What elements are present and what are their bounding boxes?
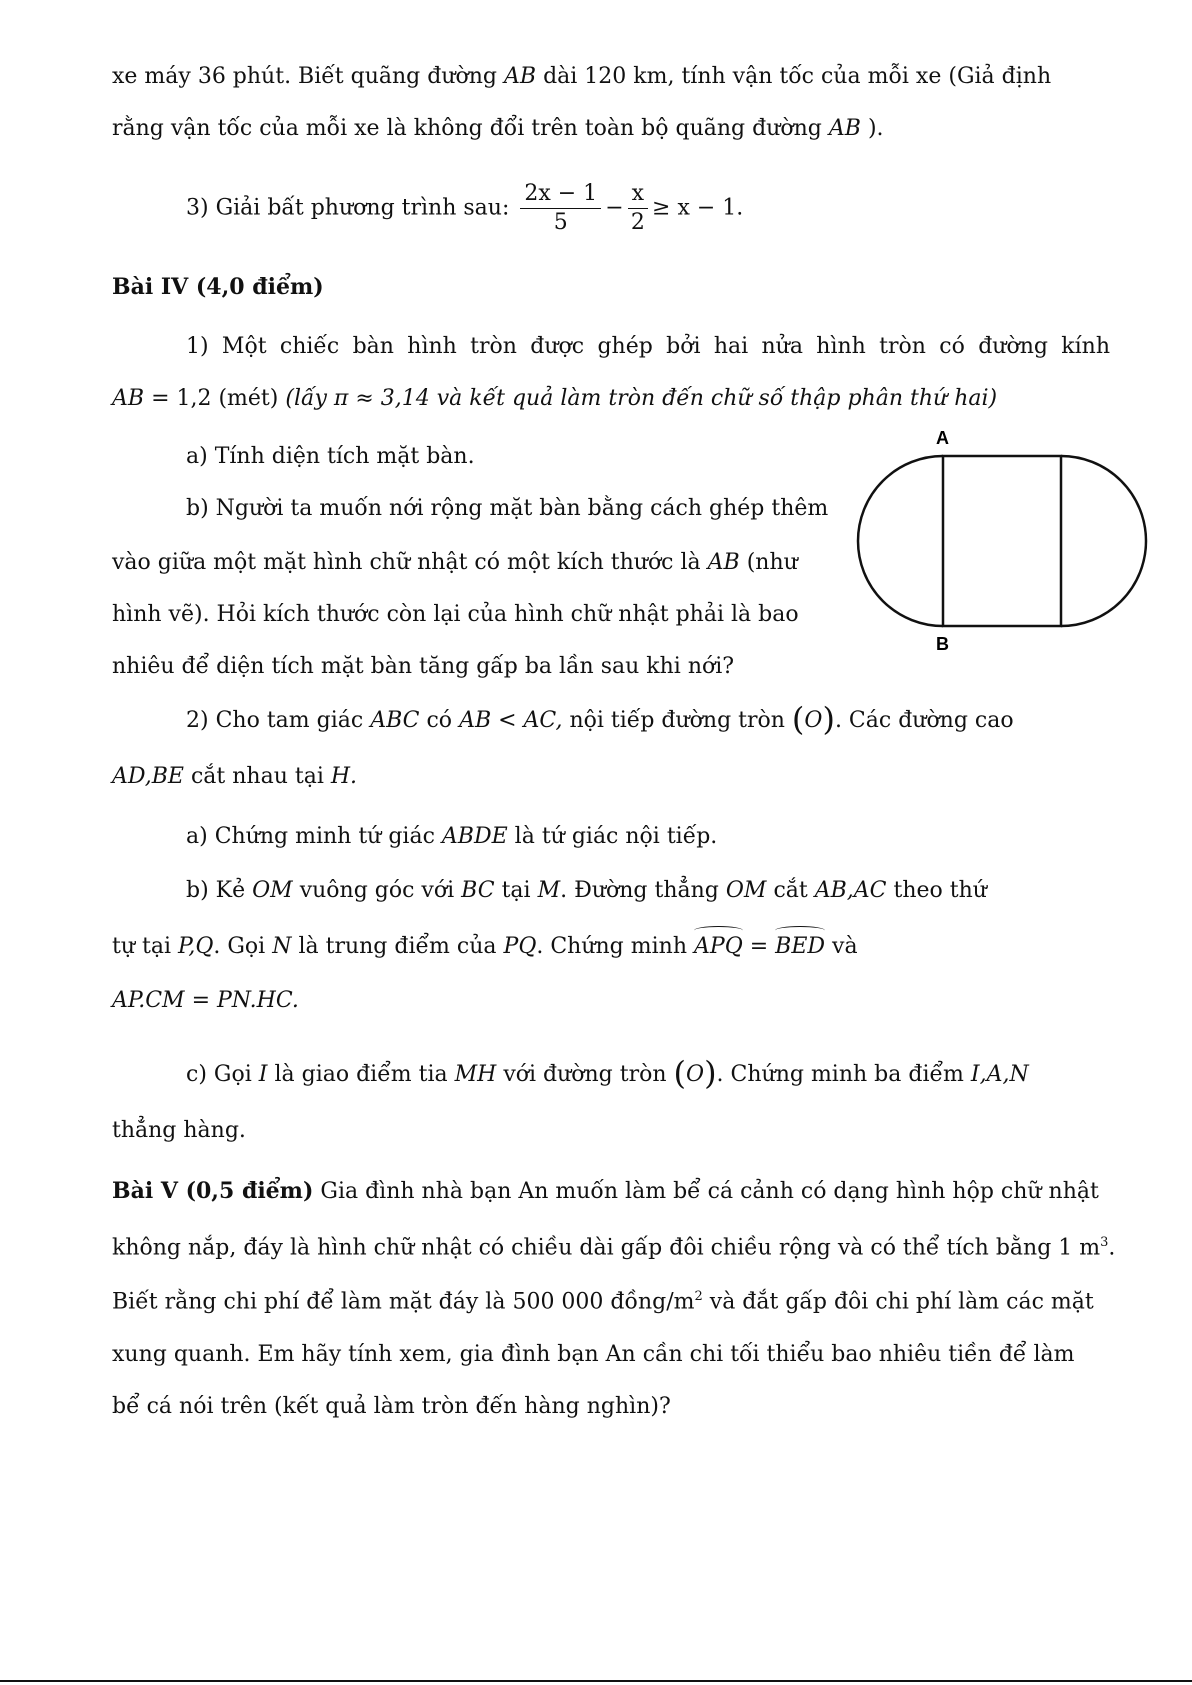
page-bottom-rule (0, 1680, 1192, 1682)
text-segment: với đường tròn (503, 1062, 667, 1087)
text-segment: là trung điểm của (298, 934, 497, 959)
text-line (186, 494, 828, 524)
text-segment: 3) Giải bất phương trình sau: (186, 195, 510, 221)
text-segment: b) Người ta muốn nới rộng mặt bàn bằng cách ghép thêm (186, 496, 829, 521)
math-ab-ac: AB,AC (814, 878, 887, 903)
text-segment: theo thứ (893, 878, 987, 903)
denominator: 2 (630, 210, 645, 235)
text-segment: có (426, 708, 453, 733)
fraction (520, 180, 601, 237)
superscript: 2 (694, 1289, 703, 1304)
text-segment: ≥ x − 1. (652, 195, 744, 221)
text-segment: (lấy π ≈ 3,14 và kết quả làm tròn đến chữ số thập phân thứ hai) (285, 386, 998, 411)
text-line (112, 986, 299, 1016)
math-pq: PQ (503, 934, 537, 959)
fraction (628, 180, 648, 237)
math-abc: ABC (370, 708, 420, 733)
paren-open: ( (673, 1054, 687, 1092)
math-abde: ABDE (441, 824, 508, 849)
left-semicircle (858, 456, 943, 626)
text-segment: cắt (773, 878, 808, 903)
text-segment: không nắp, đáy là hình chữ nhật có chiều dài gấp đôi chiều rộng và có thể tích bằng 1 m (112, 1235, 1101, 1261)
label-a: A (936, 428, 949, 448)
text-segment: . (1108, 1235, 1116, 1261)
text-segment: là tứ giác nội tiếp. (514, 824, 718, 849)
arc-bed: BED (775, 932, 825, 962)
text-line (186, 700, 1014, 738)
section-heading-bai-iv (112, 272, 324, 303)
math-mh: MH (454, 1062, 497, 1087)
math-equation: AP.CM = PN.HC. (112, 988, 299, 1013)
text-line (112, 114, 884, 144)
text-line (112, 1116, 246, 1146)
text-segment: là giao điểm tia (274, 1062, 448, 1087)
text-line (112, 652, 734, 682)
text-line (186, 332, 1110, 362)
math-ab: AB (828, 116, 861, 141)
text-segment: thẳng hàng. (112, 1118, 246, 1143)
text-line (186, 442, 475, 472)
text-segment: a) Chứng minh tứ giác (186, 824, 435, 849)
text-segment: b) Kẻ (186, 878, 246, 903)
math-ab: AB (112, 386, 145, 411)
text-segment: nhiêu để diện tích mặt bàn tăng gấp ba lần sau khi nới? (112, 654, 735, 679)
text-line (112, 600, 799, 630)
rectangle-insert (943, 456, 1061, 626)
numerator: 2x − 1 (520, 180, 601, 209)
text-segment: . Đường thẳng (560, 878, 719, 903)
text-segment: Gia đình nhà bạn An muốn làm bể cá cảnh có dạng hình hộp chữ nhật (320, 1179, 1099, 1204)
text-line (112, 932, 858, 962)
text-line (112, 384, 997, 414)
text-line (112, 1340, 1074, 1370)
math-ab: AB (707, 550, 740, 575)
math-ad-be: AD,BE (112, 764, 184, 789)
text-segment: tại (501, 878, 531, 903)
text-segment: c) Gọi (186, 1062, 252, 1087)
text-line (112, 548, 798, 578)
text-segment: tự tại (112, 934, 171, 959)
math-i-a-n: I,A,N (970, 1062, 1029, 1087)
text-segment: hình vẽ). Hỏi kích thước còn lại của hình chữ nhật phải là bao (112, 602, 799, 627)
text-segment: và (832, 934, 858, 959)
right-semicircle (1061, 456, 1146, 626)
arc-apq: APQ (694, 932, 743, 962)
math-o: O (686, 1062, 705, 1087)
text-segment: xe máy 36 phút. Biết quãng đường (112, 64, 497, 89)
text-segment: . Chứng minh ba điểm (716, 1062, 964, 1087)
text-segment: Biết rằng chi phí để làm mặt đáy là 500 000 đồng/m (112, 1289, 695, 1315)
text-line (112, 1282, 1094, 1317)
text-segment: 1) Một chiếc bàn hình tròn được ghép bởi hai nửa hình tròn có đường kính (186, 334, 1110, 359)
text-segment: rằng vận tốc của mỗi xe là không đổi trên toàn bộ quãng đường (112, 116, 822, 141)
math-om: OM (252, 878, 293, 903)
math-o: O (804, 708, 823, 733)
text-segment: a) Tính diện tích mặt bàn. (186, 444, 475, 469)
math-bc: BC (461, 878, 495, 903)
math-p-q: P,Q (178, 934, 214, 959)
text-segment: cắt nhau tại (190, 764, 324, 789)
text-segment: nội tiếp đường tròn (569, 708, 785, 733)
text-segment: . Chứng minh (536, 934, 687, 959)
text-line (112, 62, 1051, 92)
math-i: I (258, 1062, 268, 1087)
math-n: N (272, 934, 292, 959)
math-om: OM (725, 878, 767, 903)
text-line (112, 762, 357, 792)
paren-close: ) (822, 700, 835, 738)
text-segment: 2) Cho tam giác (186, 708, 364, 733)
text-segment: bể cá nói trên (kết quả làm tròn đến hàng nghìn)? (112, 1394, 671, 1419)
text-line (112, 1392, 671, 1422)
math-h: H. (330, 764, 358, 789)
superscript: 3 (1100, 1235, 1109, 1250)
math-m: M (537, 878, 561, 903)
label-b: B (936, 634, 949, 654)
text-line (186, 876, 987, 906)
text-segment: vuông góc với (299, 878, 455, 903)
text-segment: dài 120 km, tính vận tốc của mỗi xe (Giả định (543, 64, 1052, 89)
denominator: 5 (553, 210, 568, 235)
text-line (112, 1176, 1099, 1207)
text-segment: . Các đường cao (834, 708, 1014, 733)
math-ab: AB (504, 64, 537, 89)
numerator: x (628, 180, 648, 209)
text-segment: ). (867, 116, 884, 141)
paren-open: ( (791, 700, 805, 738)
text-segment: = 1,2 (mét) (151, 386, 279, 411)
text-segment: xung quanh. Em hãy tính xem, gia đình bạn An cần chi tối thiểu bao nhiêu tiền để làm (112, 1342, 1075, 1367)
table-figure (838, 418, 1154, 654)
equals-sign: = (749, 934, 769, 959)
text-line (186, 822, 717, 852)
paren-close: ) (704, 1054, 717, 1092)
text-segment: . Gọi (213, 934, 266, 959)
text-line (112, 1228, 1115, 1263)
question-3: 3) Giải bất phương trình sau: $\frac{2x - 1}{5}$ − $\frac{x}{2}$ ≥ x − 1. (186, 181, 744, 235)
heading-text: Bài IV (4,0 điểm) (112, 274, 324, 300)
text-segment: vào giữa một mặt hình chữ nhật có một kích thước là (112, 550, 701, 575)
math-ab-lt-ac: AB < AC, (459, 708, 563, 733)
text-line (186, 1054, 1029, 1092)
heading-text: Bài V (0,5 điểm) (112, 1178, 314, 1204)
text-segment: (như (746, 550, 798, 575)
text-segment: và đắt gấp đôi chi phí làm các mặt (709, 1289, 1094, 1315)
